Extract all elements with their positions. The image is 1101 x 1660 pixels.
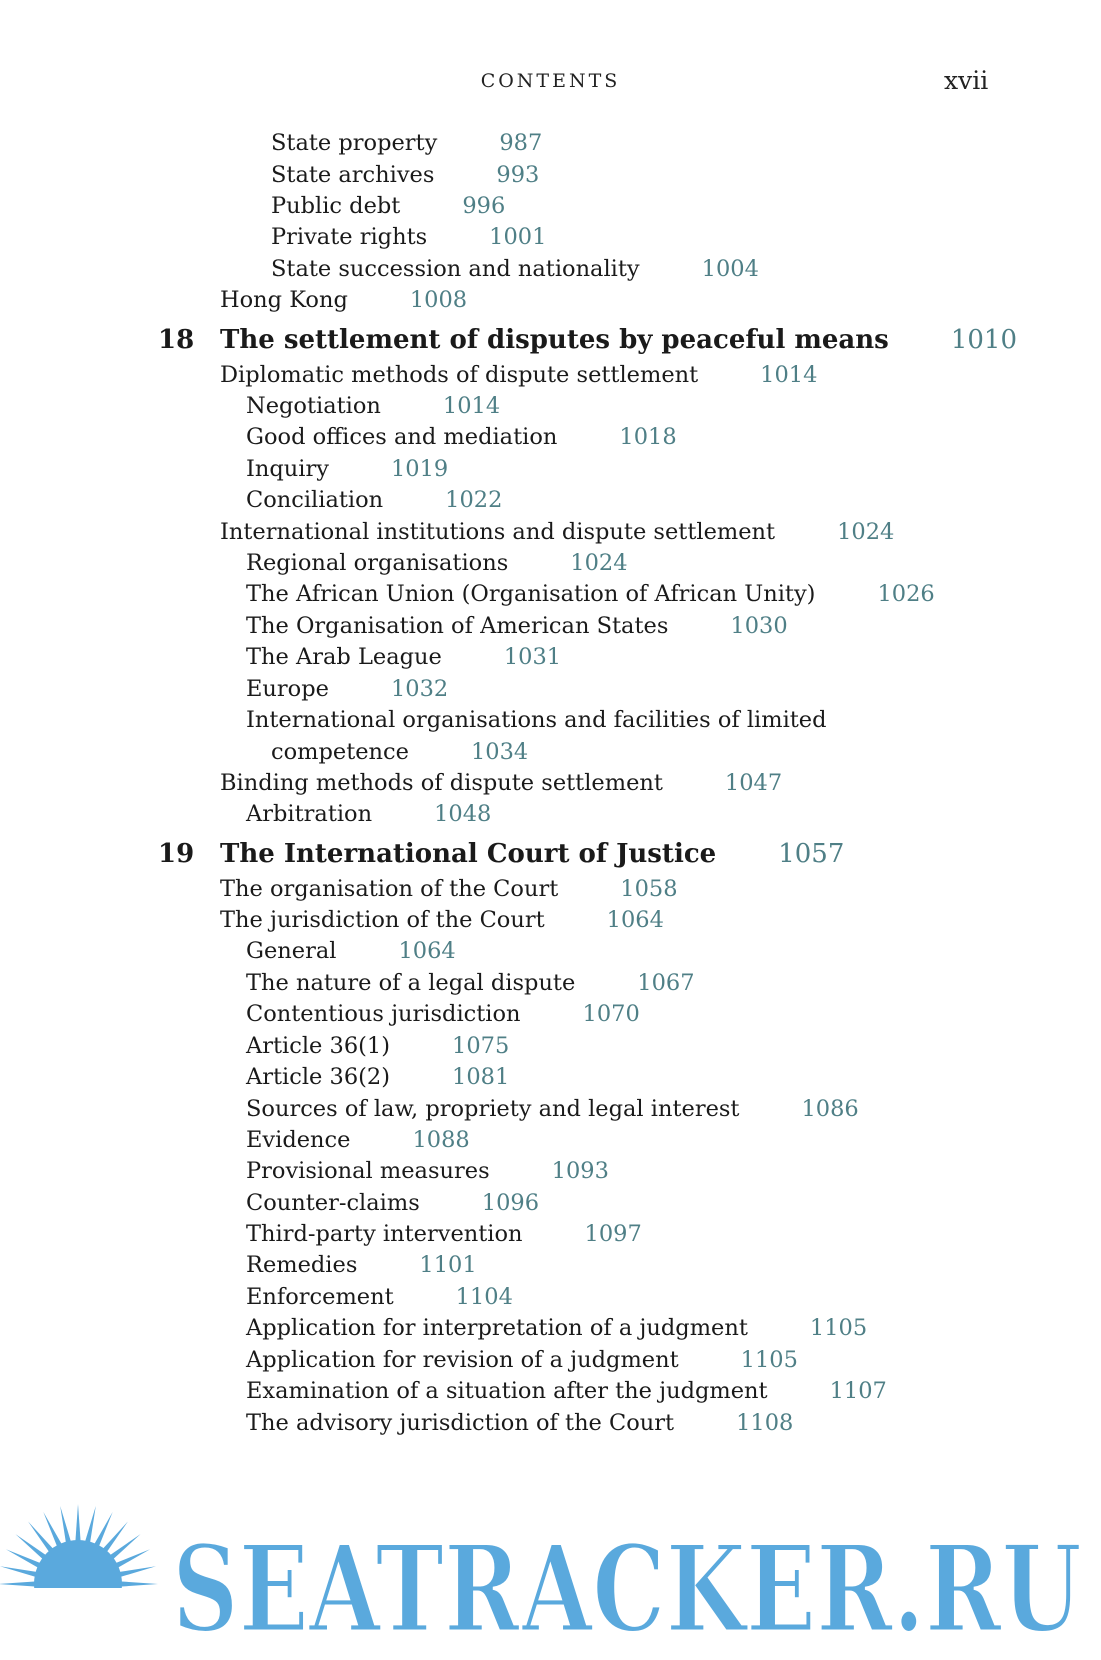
toc-entry: The Arab League 1031	[246, 644, 562, 670]
toc-entry: Negotiation 1014	[246, 393, 501, 419]
toc-entry: The nature of a legal dispute 1067	[246, 970, 695, 996]
page-number: xvii	[944, 66, 989, 95]
toc-entry: Third-party intervention 1097	[246, 1221, 642, 1247]
toc-entry: Public debt 996	[271, 193, 506, 219]
toc-entry: Inquiry 1019	[246, 456, 449, 482]
toc-entry: Article 36(2) 1081	[246, 1064, 510, 1090]
toc-entry: Article 36(1) 1075	[246, 1033, 510, 1059]
toc-entry: Application for interpretation of a judgment 1105	[246, 1315, 868, 1341]
toc-entry: Examination of a situation after the judgment 1107	[246, 1378, 887, 1404]
toc-entry: Europe 1032	[246, 676, 449, 702]
watermark	[0, 1496, 1101, 1660]
toc-entry: State succession and nationality 1004	[271, 256, 759, 282]
toc-entry: International institutions and dispute settlement 1024	[220, 519, 895, 545]
toc-entry: The advisory jurisdiction of the Court 1108	[246, 1410, 794, 1436]
toc-entry: Counter-claims 1096	[246, 1190, 540, 1216]
toc-entry: Regional organisations 1024	[246, 550, 628, 576]
toc-entry: General 1064	[246, 938, 456, 964]
chapter-heading: The settlement of disputes by peaceful means 1010	[220, 325, 1017, 355]
chapter-number: 18	[158, 325, 195, 355]
toc-entry: Conciliation 1022	[246, 487, 503, 513]
chapter-heading: The International Court of Justice 1057	[220, 839, 845, 869]
toc-entry: The organisation of the Court 1058	[220, 876, 678, 902]
toc-entry: The Organisation of American States 1030	[246, 613, 788, 639]
toc-entry: The African Union (Organisation of African Unity) 1026	[246, 581, 935, 607]
toc-entry: competence 1034	[271, 739, 529, 765]
toc-entry: Hong Kong 1008	[220, 287, 468, 313]
toc-entry: Provisional measures 1093	[246, 1158, 609, 1184]
running-head: CONTENTS	[480, 70, 621, 92]
toc-entry: Sources of law, propriety and legal interest 1086	[246, 1096, 859, 1122]
chapter-number: 19	[158, 839, 195, 869]
toc-entry: Contentious jurisdiction 1070	[246, 1001, 640, 1027]
toc-entry: State archives 993	[271, 162, 540, 188]
toc-entry: State property 987	[271, 130, 543, 156]
toc-entry: Application for revision of a judgment 1105	[246, 1347, 798, 1373]
toc-entry: International organisations and facilities of limited	[246, 707, 827, 733]
toc-entry: Evidence 1088	[246, 1127, 470, 1153]
toc-entry: Remedies 1101	[246, 1252, 477, 1278]
toc-entry: Diplomatic methods of dispute settlement 1014	[220, 362, 818, 388]
toc-entry: Arbitration 1048	[246, 801, 492, 827]
toc-entry: Private rights 1001	[271, 224, 547, 250]
toc-entry: Binding methods of dispute settlement 1047	[220, 770, 783, 796]
toc-entry: The jurisdiction of the Court 1064	[220, 907, 664, 933]
toc-entry: Enforcement 1104	[246, 1284, 513, 1310]
sun-icon	[0, 1504, 160, 1660]
watermark-text: SEATRACKER.RU	[172, 1519, 1082, 1660]
toc-entry: Good offices and mediation 1018	[246, 424, 677, 450]
